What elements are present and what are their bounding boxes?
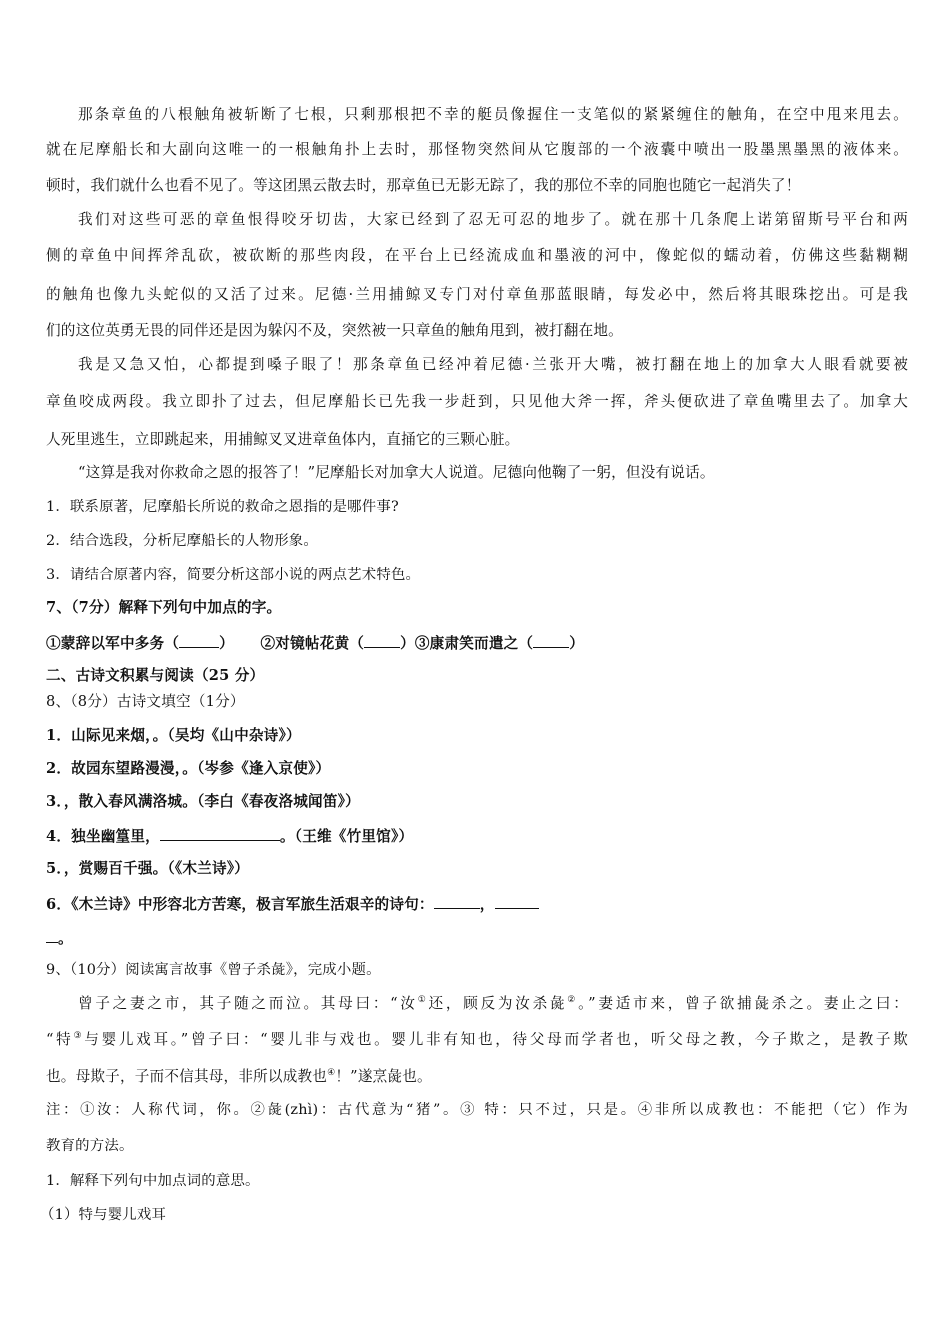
story-line: 也。母欺子，子而不信其母，非所以成教也④！”遂烹彘也。	[46, 1068, 432, 1085]
annotation-note: 注：①汝：人称代词，你。②彘(zhì)：古代意为“猪”。③ 特：只不过，只是。④非所以成教也：不能把（它）作为	[46, 1102, 908, 1118]
poem-fill-1: 1．山际见来烟，。（吴均《山中杂诗》）	[46, 727, 301, 744]
passage-line: 我是又急又怕，心都提到嗓子眼了！那条章鱼已经冲着尼德·兰张开大嘴，被打翻在地上的加拿大人眼看就要被	[78, 356, 908, 373]
question-9-1-1: （1）特与婴儿戏耳	[40, 1207, 167, 1223]
story-line: 曾子之妻之市，其子随之而泣。其母曰：“汝①还，顾反为汝杀彘②。”妻适市来，曾子欲捕彘杀之。妻止之曰：	[78, 995, 908, 1012]
question-6-1: 1．联系原著，尼摩船长所说的救命之恩指的是哪件事?	[46, 499, 399, 515]
passage-line: 章鱼咬成两段。我立即扑了过去，但尼摩船长已先我一步赶到，只见他大斧一挥，斧头便砍进了章鱼嘴里去了。加拿大	[46, 393, 908, 410]
passage-line: 那条章鱼的八根触角被斩断了七根，只剩那根把不幸的艇员像握住一支笔似的紧紧缠住的触角，在空中甩来甩去。	[78, 106, 908, 123]
section-heading: 二、古诗文积累与阅读（25 分）	[46, 667, 265, 684]
poem-fill-6: 6．《木兰诗》中形容北方苦寒，极言军旅生活艰辛的诗句： ，	[46, 893, 908, 915]
question-8-title: 8、（8分）古诗文填空（1分）	[46, 693, 245, 710]
poem-fill-3: 3．，散入春风满洛城。（李白《春夜洛城闻笛》）	[46, 793, 360, 810]
question-7-item-1: ①蒙辞以军中多务（	[46, 635, 180, 652]
question-7-item-3: ③康肃笑而遣之（	[414, 635, 534, 652]
passage-line: 顿时，我们就什么也看不见了。等这团黑云散去时，那章鱼已无影无踪了，我的那位不幸的同胞也随它一起消失了！	[46, 177, 801, 194]
passage-line: 我们对这些可恶的章鱼恨得咬牙切齿，大家已经到了忍无可忍的地步了。就在那十几条爬上诺第留斯号平台和两	[78, 211, 908, 228]
passage-line: “这算是我对你救命之恩的报答了！”尼摩船长对加拿大人说道。尼德向他鞠了一躬，但没有说话。	[78, 464, 715, 481]
answer-blank[interactable]	[434, 893, 480, 909]
answer-blank[interactable]	[495, 893, 539, 909]
answer-blank[interactable]	[533, 632, 569, 648]
passage-line: 就在尼摩船长和大副向这唯一的一根触角扑上去时，那怪物突然间从它腹部的一个液囊中喷出一股墨黑墨黑的液体来。	[46, 141, 908, 158]
passage-line: 人死里逃生，立即跳起来，用捕鲸叉叉进章鱼体内，直捅它的三颗心脏。	[46, 431, 520, 448]
question-6-3: 3．请结合原著内容，简要分析这部小说的两点艺术特色。	[46, 567, 421, 583]
question-7-title: 7、（7分）解释下列句中加点的字。	[46, 599, 282, 616]
poem-fill-2: 2．故园东望路漫漫，。（岑参《逢入京使》）	[46, 760, 331, 777]
question-7-items: ①蒙辞以军中多务（ ） ②对镜帖花黄（ ）③康肃笑而遣之（ ）	[46, 632, 908, 654]
answer-blank[interactable]	[160, 825, 280, 841]
question-9-1: 1．解释下列句中加点词的意思。	[46, 1173, 260, 1189]
passage-line: 们的这位英勇无畏的同伴还是因为躲闪不及，突然被一只章鱼的触角甩到，被打翻在地。	[46, 322, 623, 339]
poem-fill-6-end: 。	[46, 927, 908, 949]
annotation-note: 教育的方法。	[46, 1138, 134, 1154]
story-line: “特③与婴儿戏耳。”曾子曰：“婴儿非与戏也。婴儿非有知也，待父母而学者也，听父母之教，今子欺之，是教子欺	[46, 1031, 908, 1048]
question-9-title: 9、（10分）阅读寓言故事《曾子杀彘》，完成小题。	[46, 962, 381, 978]
passage-line: 侧的章鱼中间挥斧乱砍，被砍断的那些肉段，在平台上已经流成血和墨液的河中，像蛇似的蠕动着，仿佛这些黏糊糊	[46, 247, 908, 264]
answer-blank[interactable]	[179, 632, 219, 648]
question-6-2: 2．结合选段，分析尼摩船长的人物形象。	[46, 533, 318, 549]
poem-fill-4: 4．独坐幽篁里， 。（王维《竹里馆》）	[46, 825, 908, 847]
passage-line: 的触角也像九头蛇似的又活了过来。尼德·兰用捕鲸叉专门对付章鱼那蓝眼睛，每发必中，然后将其眼珠挖出。可是我	[46, 286, 908, 303]
answer-blank[interactable]	[46, 927, 58, 943]
poem-fill-5: 5．，赏赐百千强。（《木兰诗》）	[46, 860, 250, 877]
question-7-item-2: ②对镜帖花黄（	[260, 635, 365, 652]
answer-blank[interactable]	[364, 632, 400, 648]
